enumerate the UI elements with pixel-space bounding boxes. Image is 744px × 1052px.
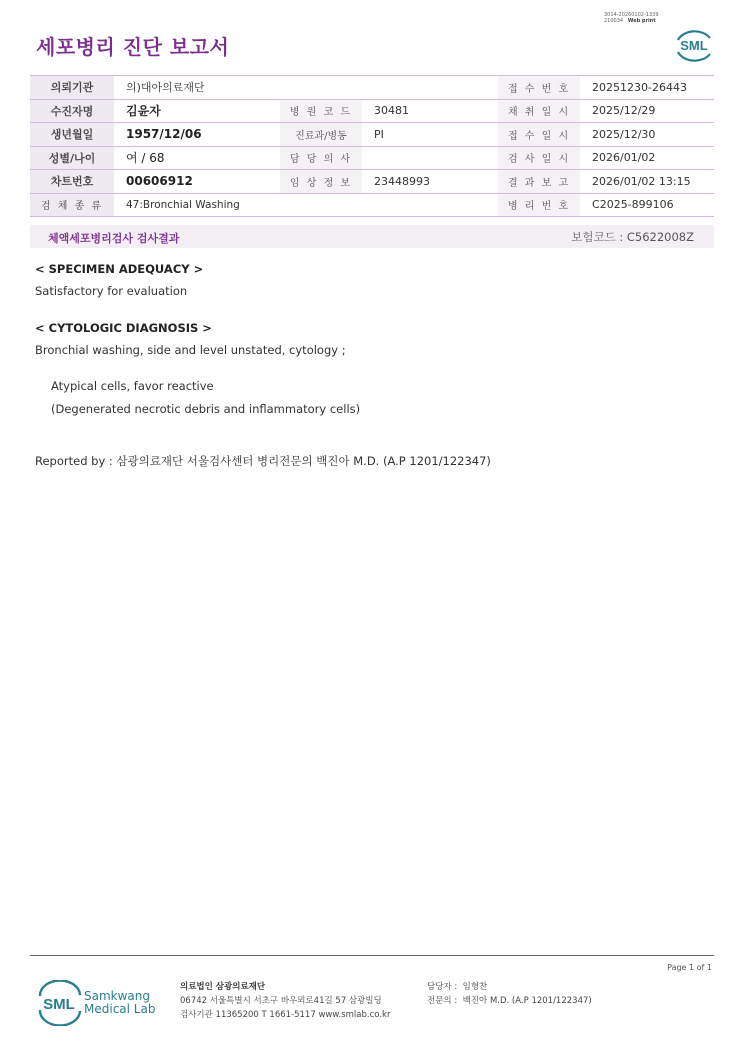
insurance-code-label: 보험코드 : [571, 230, 627, 244]
clinical-info-label: 임 상 정 보 [280, 170, 362, 194]
info-row [30, 76, 714, 100]
insurance-code [560, 229, 694, 245]
adequacy-text: Satisfactory for evaluation [35, 284, 188, 298]
receipt-number-value: 20251230-26443 [580, 76, 714, 100]
brand-line-1: Samkwang [84, 989, 150, 1003]
info-row [30, 170, 714, 194]
specialist-name: 백진아 M.D. (A.P 1201/122347) [462, 996, 592, 1006]
info-row [30, 193, 714, 217]
sml-logo-text: SML [680, 38, 708, 53]
collection-date-value: 2025/12/29 [580, 99, 714, 123]
print-time: 210034 [604, 18, 624, 24]
attending-doctor-value [362, 146, 498, 170]
reported-by: Reported by : 삼광의료재단 서울검사센터 병리전문의 백진아 M.D. (A.P 1201/122347) [35, 454, 491, 468]
clinical-info-value: 23448993 [362, 170, 498, 194]
report-title: 세포병리 진단 보고서 [36, 35, 230, 59]
receipt-date-value: 2025/12/30 [580, 123, 714, 147]
footer-logo-text: SML [43, 996, 75, 1013]
insurance-code-value: C5622008Z [626, 230, 694, 244]
finding-line: Atypical cells, favor reactive [51, 379, 214, 393]
requesting-institution-label: 의뢰기관 [30, 76, 114, 100]
samkwang-logo-icon [36, 980, 84, 1026]
patient-info-table [30, 75, 714, 217]
test-date-label: 검 사 일 시 [498, 146, 580, 170]
hospital-code-value: 30481 [362, 99, 498, 123]
print-id: 3014-20260102-1339 [604, 12, 659, 18]
organization-name: 의료법인 삼광의료재단 [180, 982, 266, 992]
birth-date-label: 생년월일 [30, 123, 114, 147]
organization-contact: 검사기관 11365200 T 1661-5117 www.smlab.co.kr [180, 1010, 391, 1020]
sml-logo-icon [672, 26, 716, 64]
hospital-code-label: 병 원 코 드 [280, 99, 362, 123]
info-row [30, 99, 714, 123]
birth-date-value: 1957/12/06 [114, 123, 280, 147]
staff-info [427, 980, 592, 1008]
requesting-institution-value: 의)대아의료재단 [114, 76, 498, 100]
adequacy-heading: < SPECIMEN ADEQUACY > [35, 262, 204, 276]
diagnosis-heading: < CYTOLOGIC DIAGNOSIS > [35, 321, 212, 335]
info-row [30, 123, 714, 147]
result-report-label: 결 과 보 고 [498, 170, 580, 194]
pathology-number-value: C2025-899106 [580, 193, 714, 217]
patient-name-value: 김윤자 [114, 99, 280, 123]
organization-info [180, 980, 390, 1022]
sex-age-value: 여 / 68 [114, 146, 280, 170]
diagnosis-text: Bronchial washing, side and level unstated, cytology ; [35, 343, 346, 357]
collection-date-label: 채 취 일 시 [498, 99, 580, 123]
specimen-type-value: 47:Bronchial Washing [114, 193, 498, 217]
department-value: PI [362, 123, 498, 147]
pathology-number-label: 병 리 번 호 [498, 193, 580, 217]
section-title: 체액세포병리검사 검사결과 [48, 232, 180, 245]
footer-divider [30, 955, 714, 956]
patient-name-label: 수진자명 [30, 99, 114, 123]
chart-number-value: 00606912 [114, 170, 280, 194]
chart-number-label: 차트번호 [30, 170, 114, 194]
staff-name: 임형찬 [462, 982, 488, 992]
finding-detail-line: (Degenerated necrotic debris and inflammatory cells) [51, 402, 361, 416]
staff-label: 담당자 : [427, 982, 458, 992]
specimen-type-label: 검 체 종 류 [30, 193, 114, 217]
brand-line-2: Medical Lab [84, 1002, 156, 1016]
sex-age-label: 성별/나이 [30, 146, 114, 170]
info-row [30, 146, 714, 170]
print-mode: Web print [627, 18, 656, 24]
attending-doctor-label: 담 당 의 사 [280, 146, 362, 170]
page-number: Page 1 of 1 [667, 963, 712, 972]
receipt-date-label: 접 수 일 시 [498, 123, 580, 147]
print-info [604, 12, 659, 24]
organization-address: 06742 서울특별시 서초구 바우뫼로41길 57 삼광빌딩 [180, 996, 382, 1006]
receipt-number-label: 접 수 번 호 [498, 76, 580, 100]
brand-name [84, 990, 155, 1016]
specialist-label: 전문의 : [427, 996, 458, 1006]
result-report-value: 2026/01/02 13:15 [580, 170, 714, 194]
department-label: 진료과/병동 [280, 123, 362, 147]
test-date-value: 2026/01/02 [580, 146, 714, 170]
